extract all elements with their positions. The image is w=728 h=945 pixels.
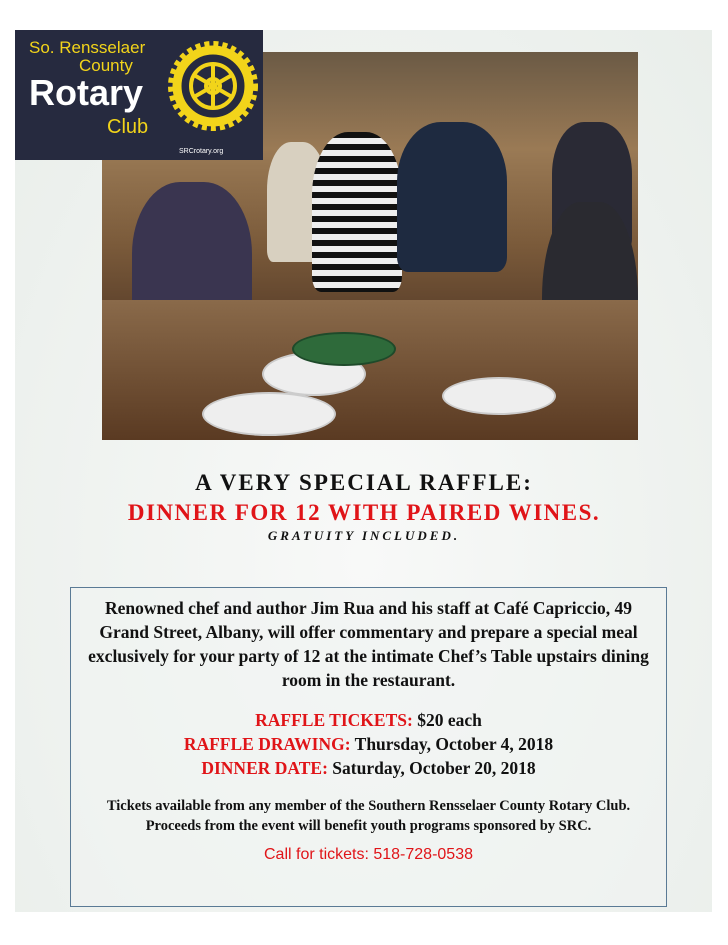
detail-value: Thursday, October 4, 2018: [354, 734, 554, 754]
detail-value: Saturday, October 20, 2018: [332, 758, 536, 778]
logo-text-club: Club: [107, 116, 149, 138]
headline-title: A VERY SPECIAL RAFFLE:: [195, 470, 533, 495]
logo-url: SRCrotary.org: [179, 148, 224, 155]
detail-label: RAFFLE TICKETS:: [255, 710, 413, 730]
availability-note: Tickets available from any member of the Southern Rensselaer County Rotary Club. Proceeds from the event will benefit youth programs sponsored by SRC.: [106, 798, 631, 834]
info-box: [70, 587, 667, 907]
detail-dinner-date: [71, 756, 666, 780]
detail-value: $20 each: [417, 710, 482, 730]
intro-paragraph: Renowned chef and author Jim Rua and his staff at Café Capriccio, 49 Grand Street, Albany, will offer commentary and prepare a special meal exclusively for your party of 12 at the intimate Chef’s Table upstairs dining room in the restaurant.: [88, 598, 649, 690]
call-for-tickets: Call for tickets: 518-728-0538: [264, 846, 473, 863]
logo-text-line2: County: [79, 56, 133, 75]
detail-label: RAFFLE DRAWING:: [183, 734, 351, 754]
raffle-details: [71, 708, 666, 780]
logo-text-line1: So. Rensselaer: [29, 38, 146, 57]
detail-label: DINNER DATE:: [201, 758, 328, 778]
headline-subtitle: DINNER FOR 12 WITH PAIRED WINES.: [127, 500, 601, 525]
logo-text-rotary: Rotary: [29, 72, 144, 113]
rotary-club-logo: [15, 30, 263, 160]
rotary-wheel-icon: [165, 38, 261, 138]
detail-tickets: [71, 708, 666, 732]
detail-drawing: [71, 732, 666, 756]
headline-note: GRATUITY INCLUDED.: [267, 528, 461, 543]
